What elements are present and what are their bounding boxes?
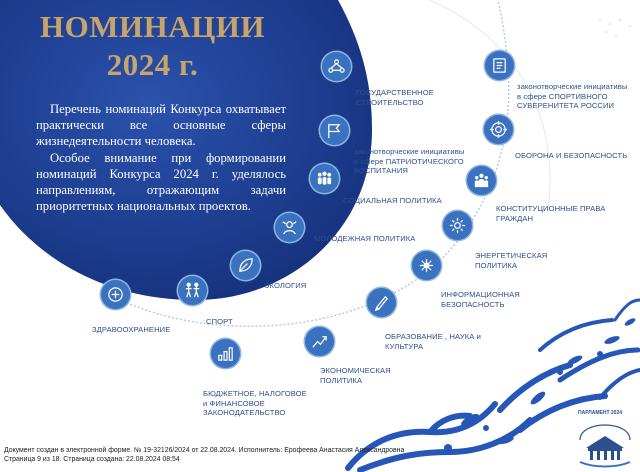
nomination-label-state-building: ГОСУДАРСТВЕННОЕ СТРОИТЕЛЬСТВО — [356, 88, 434, 107]
nomination-label-patriotic: законотворческие инициативы в сфере ПАТРИОТИЧЕСКОГО ВОСПИТАНИЯ — [354, 147, 465, 176]
nomination-label-ecology: ЭКОЛОГИЯ — [264, 281, 307, 290]
sport-icon — [178, 276, 207, 305]
health-icon — [101, 280, 130, 309]
people-icon — [310, 164, 339, 193]
slide-description — [36, 101, 286, 214]
slide-title — [20, 8, 285, 84]
title-line-2: 2024 г. — [106, 47, 199, 82]
document-footer — [4, 447, 474, 464]
nomination-label-finance: БЮДЖЕТНОЕ, НАЛОГОВОЕ и ФИНАНСОВОЕ ЗАКОНОДАТЕЛЬСТВО — [203, 389, 307, 418]
nomination-label-health: ЗДРАВООХРАНЕНИЕ — [92, 325, 171, 334]
nomination-label-youth: МОЛОДЕЖНАЯ ПОЛИТИКА — [314, 234, 416, 243]
economy-icon — [305, 327, 334, 356]
logo-caption: ПАРЛАМЕНТ 2024 — [578, 410, 623, 416]
finance-icon — [211, 339, 240, 368]
leaf-icon — [231, 251, 260, 280]
info-security-icon — [412, 251, 441, 280]
flag-icon — [320, 116, 349, 145]
nomination-label-constitution: КОНСТИТУЦИОННЫЕ ПРАВА ГРАЖДАН — [496, 204, 606, 223]
nomination-label-sport-sovereignty: законотворческие инициативы в сфере СПОРТИВНОГО СУВЕРЕНИТЕТА РОССИИ — [517, 82, 628, 111]
dot-pattern — [599, 19, 631, 37]
nomination-label-info-security: ИНФОРМАЦИОННАЯ БЕЗОПАСНОСТЬ — [441, 290, 520, 309]
network-icon — [322, 52, 351, 81]
constitution-icon — [467, 166, 496, 195]
nomination-label-energy: ЭНЕРГЕТИЧЕСКАЯ ПОЛИТИКА — [475, 251, 548, 270]
defense-icon — [484, 115, 513, 144]
nomination-label-economy: ЭКОНОМИЧЕСКАЯ ПОЛИТИКА — [320, 366, 391, 385]
description-paragraph-1: Перечень номинаций Конкурса охватывает практически все основные сферы жизнедеятельности человека. — [36, 102, 286, 149]
energy-icon — [443, 211, 472, 240]
footer-line-1: Документ создан в электронной форме. № 19-32126/2024 от 22.08.2024. Исполнитель: Ерофеева Анастасия Александровна — [4, 447, 405, 454]
footer-line-2: Страница 9 из 18. Страница создана: 22.08.2024 08:54 — [4, 455, 180, 463]
nomination-label-defense: ОБОРОНА И БЕЗОПАСНОСТЬ — [515, 151, 628, 160]
nomination-label-social: СОЦИАЛЬНАЯ ПОЛИТИКА — [343, 196, 442, 205]
title-line-1: НОМИНАЦИИ — [40, 9, 265, 44]
nomination-label-education: ОБРАЗОВАНИЕ , НАУКА и КУЛЬТУРА — [385, 332, 482, 351]
sport-sovereignty-icon — [485, 51, 514, 80]
youth-icon — [275, 213, 304, 242]
description-paragraph-2: Особое внимание при формировании номинаций Конкурса 2024 г. уделялось направлениям, отражающим задачи приоритетных национальных проектов. — [36, 150, 286, 214]
nomination-label-sport: СПОРТ — [206, 317, 233, 326]
education-icon — [367, 288, 396, 317]
